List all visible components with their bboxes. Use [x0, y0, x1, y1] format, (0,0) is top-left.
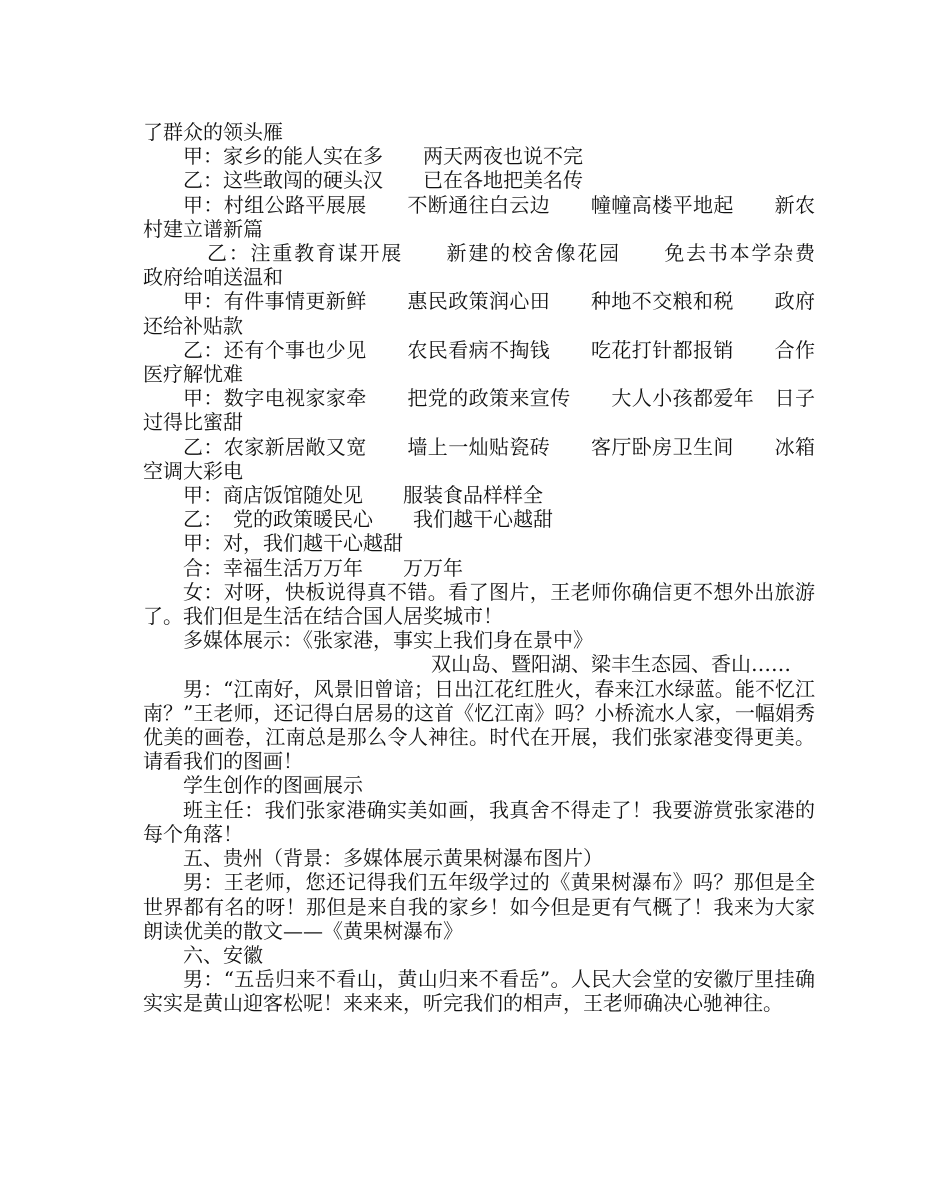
paragraph-8: 甲：数字电视家家牵 把党的政策来宣传 大人小孩都爱年 日子过得比蜜甜 — [143, 386, 815, 435]
paragraph-9: 乙：农家新居敞又宽 墙上一灿贴瓷砖 客厅卧房卫生间 冰箱空调大彩电 — [143, 434, 815, 483]
paragraph-21: 男：王老师，您还记得我们五年级学过的《黄果树瀑布》吗？那但是全世界都有名的呀！那但是来自我的家乡！如今但是更有气概了！我来为大家朗读优美的散文——《黄果树瀑布》 — [143, 870, 815, 943]
paragraph-20: 五、贵州（背景：多媒体展示黄果树瀑布图片） — [183, 846, 603, 871]
paragraph-13: 合：幸福生活万万年 万万年 — [183, 555, 463, 580]
paragraph-23: 男：“五岳归来不看山，黄山归来不看岳”。人民大会堂的安徽厅里挂确实实是黄山迎客松呢！来来来，听完我们的相声，王老师确决心驰神往。 — [143, 967, 815, 1016]
paragraph-4: 甲：村组公路平展展 不断通往白云边 幢幢高楼平地起 新农村建立谱新篇 — [143, 192, 815, 241]
paragraph-10: 甲：商店饭馆随处见 服装食品样样全 — [183, 483, 543, 508]
paragraph-17: 男：“江南好，风景旧曾谙；日出江花红胜火，春来江水绿蓝。能不忆江南？”王老师，还记得白居易的这首《忆江南》吗？小桥流水人家，一幅娟秀优美的画卷，江南总是那么令人神往。时代在开展，我们张家港变得更美。请看我们的图画！ — [143, 676, 815, 774]
paragraph-7: 乙：还有个事也少见 农民看病不掏钱 吃花打针都报销 合作医疗解忧难 — [143, 337, 815, 387]
paragraph-1: 了群众的领头雁 — [143, 120, 283, 144]
paragraph-3: 乙：这些敢闯的硬头汉 已在各地把美名传 — [183, 168, 583, 193]
paragraph-6: 甲：有件事情更新鲜 惠民政策润心田 种地不交粮和税 政府还给补贴款 — [143, 289, 815, 338]
paragraph-12: 甲：对，我们越干心越甜 — [183, 531, 403, 556]
document-page — [143, 120, 855, 1016]
paragraph-15: 多媒体展示：《张家港，事实上我们身在景中》 — [183, 628, 593, 653]
paragraph-11: 乙： 党的政策暖民心 我们越干心越甜 — [183, 507, 553, 532]
paragraph-19: 班主任：我们张家港确实美如画，我真舍不得走了！我要游赏张家港的每个角落！ — [143, 797, 815, 846]
paragraph-2: 甲：家乡的能人实在多 两天两夜也说不完 — [183, 144, 583, 169]
paragraph-14: 女：对呀，快板说得真不错。看了图片，王老师你确信更不想外出旅游了。我们但是生活在结合国人居奖城市！ — [143, 579, 815, 629]
paragraph-18: 学生创作的图画展示 — [183, 773, 363, 798]
paragraph-5: 乙：注重教育谋开展 新建的校舍像花园 免去书本学杂费 政府给咱送温和 — [143, 241, 855, 290]
paragraph-16: 双山岛、暨阳湖、梁丰生态园、香山…… — [431, 652, 791, 677]
paragraph-22: 六、安徽 — [183, 942, 263, 967]
